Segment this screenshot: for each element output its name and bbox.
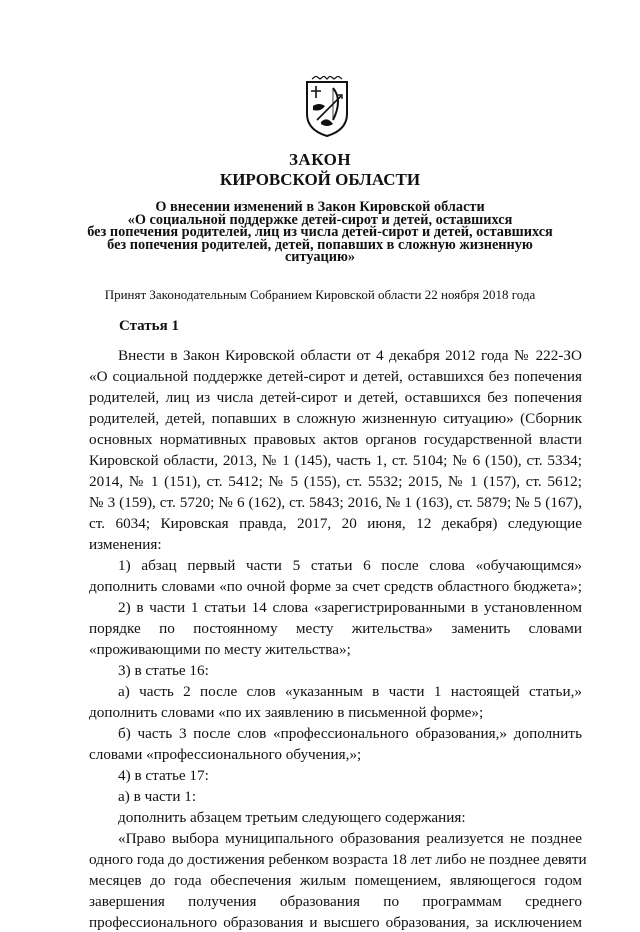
body-line: 2) в части 1 статьи 14 слова «зарегистрированными в установленном	[118, 599, 582, 616]
body-line: порядке по постоянному месту жительства» заменить словами	[89, 620, 582, 637]
body-line: 2014, № 1 (151), ст. 5412; № 5 (155), ст. 5532; 2015, № 1 (157), ст. 5612;	[89, 473, 582, 490]
coat-of-arms-emblem	[303, 76, 351, 138]
body-line: 3) в статье 16:	[118, 662, 209, 679]
title-line: «О социальной поддержке детей-сирот и детей, оставшихся	[127, 211, 513, 228]
body-line: одного года до достижения ребенком возраста 18 лет либо не позднее девяти	[89, 851, 587, 868]
article-heading: Статья 1	[119, 318, 179, 334]
title-line: ситуацию»	[284, 249, 356, 266]
body-line: дополнить словами «по очной форме за счет средств областного бюджета»;	[89, 578, 582, 595]
body-line: профессионального образования и высшего образования, за исключением	[89, 914, 582, 931]
title-line: без попечения родителей, лиц из числа детей-сирот и детей, оставшихся	[87, 224, 553, 241]
title-line: без попечения родителей, детей, попавших в сложную жизненную	[107, 236, 533, 253]
region-heading: КИРОВСКОЙ ОБЛАСТИ	[219, 170, 421, 189]
body-line: а) часть 2 после слов «указанным в части 1 настоящей статьи,»	[118, 683, 582, 700]
law-title	[60, 201, 580, 264]
body-line: «Право выбора муниципального образования реализуется не позднее	[118, 830, 582, 847]
body-line: изменения:	[89, 536, 162, 553]
title-line: О внесении изменений в Закон Кировской области	[155, 199, 485, 215]
body-line: словами «профессионального обучения,»;	[89, 746, 362, 763]
body-line: 1) абзац первый части 5 статьи 6 после слова «обучающимся»	[118, 557, 582, 574]
body-line: ст. 6034; Кировская правда, 2017, 20 июня, 12 декабря) следующие	[89, 515, 582, 532]
body-line: 4) в статье 17:	[118, 767, 209, 784]
body-line: месяцев до года обеспечения жилым помещением, являющегося годом	[89, 872, 582, 889]
body-line: б) часть 3 после слов «профессионального образования,» дополнить	[118, 725, 582, 742]
body-line: дополнить абзацем третьим следующего содержания:	[118, 809, 466, 826]
body-line: Кировской области, 2013, № 1 (145), часть 1, ст. 5104; № 6 (150), ст. 5334;	[89, 452, 582, 469]
body-line: «О социальной поддержке детей-сирот и детей, оставшихся без попечения	[89, 368, 582, 385]
body-line: завершения получения образования по программам среднего	[89, 893, 582, 910]
law-heading: ЗАКОН	[288, 150, 352, 169]
body-line: а) в части 1:	[118, 788, 197, 805]
body-line: основных нормативных правовых актов органов государственной власти	[89, 431, 582, 448]
body-line: родителей, лиц из числа детей-сирот и детей, оставшихся без попечения	[89, 389, 582, 406]
body-line: родителей, детей, попавших в сложную жизненную ситуацию» (Сборник	[89, 410, 582, 427]
body-line: «проживающими по месту жительства»;	[89, 641, 351, 658]
body-line: дополнить словами «по их заявлению в письменной форме»;	[89, 704, 484, 721]
body-line: Внести в Закон Кировской области от 4 декабря 2012 года № 222-ЗО	[118, 347, 582, 364]
adoption-note: Принят Законодательным Собранием Кировской области 22 ноября 2018 года	[104, 287, 536, 302]
body-line: № 3 (159), ст. 5720; № 6 (162), ст. 5843; 2016, № 1 (163), ст. 5879; № 5 (167),	[89, 494, 582, 511]
